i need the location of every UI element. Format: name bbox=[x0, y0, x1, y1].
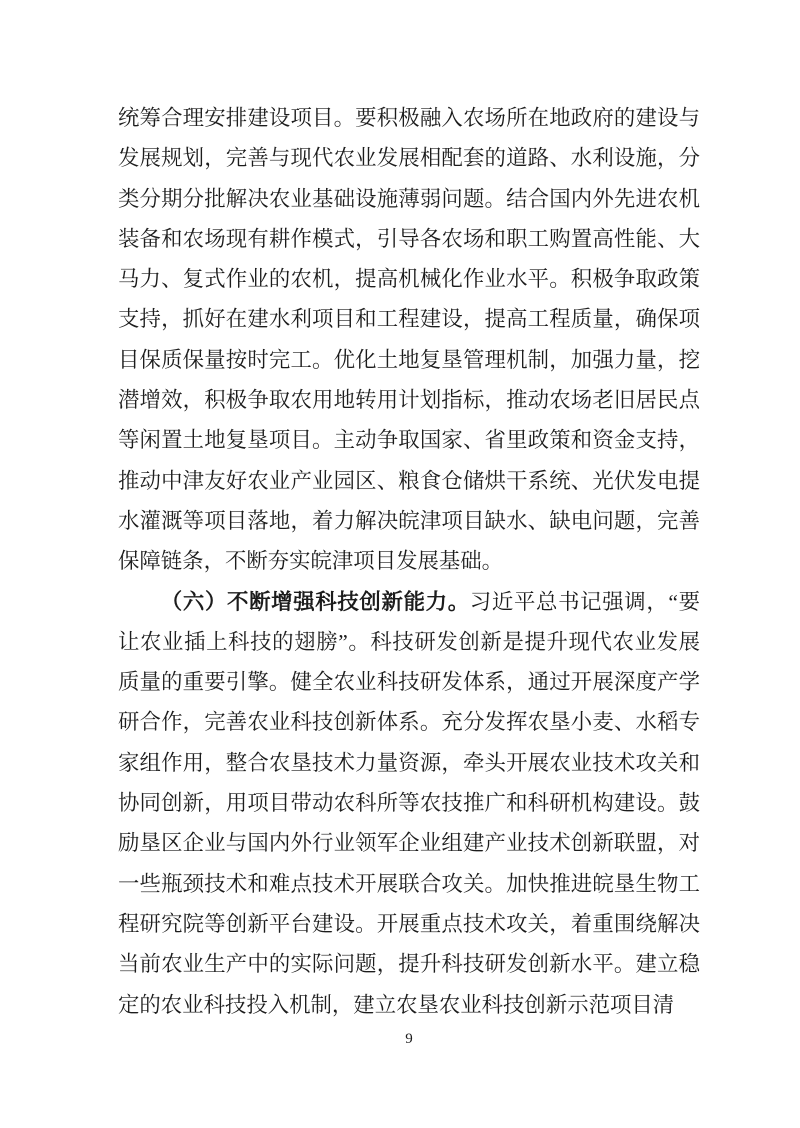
document-body bbox=[118, 98, 700, 1025]
section-6-body-text: 习近平总书记强调，“要让农业插上科技的翅膀”。科技研发创新是提升现代农业发展质量的重要引擎。健全农业科技研发体系，通过开展深度产学研合作，完善农业科技创新体系。充分发挥农垦小麦、水稻专家组作用，整合农垦技术力量资源，牵头开展农业技术攻关和协同创新，用项目带动农科所等农技推广和科研机构建设。鼓励垦区企业与国内外行业领军企业组建产业技术创新联盟，对一些瓶颈技术和难点技术开展联合攻关。加快推进皖垦生物工程研究院等创新平台建设。开展重点技术攻关，着重围绕解决当前农业生产中的实际问题，提升科技研发创新水平。建立稳定的农业科技投入机制，建立农垦农业科技创新示范项目清 bbox=[118, 589, 700, 1017]
page-number: 9 bbox=[405, 1031, 413, 1047]
paragraph-continuation: 统筹合理安排建设项目。要积极融入农场所在地政府的建设与发展规划，完善与现代农业发展相配套的道路、水利设施，分类分期分批解决农业基础设施薄弱问题。结合国内外先进农机装备和农场现有耕作模式，引导各农场和职工购置高性能、大马力、复式作业的农机，提高机械化作业水平。积极争取政策支持，抓好在建水利项目和工程建设，提高工程质量，确保项目保质保量按时完工。优化土地复垦管理机制，加强力量，挖潜增效，积极争取农用地转用计划指标，推动农场老旧居民点等闲置土地复垦项目。主动争取国家、省里政策和资金支持，推动中津友好农业产业园区、粮食仓储烘干系统、光伏发电提水灌溉等项目落地，着力解决皖津项目缺水、缺电问题，完善保障链条，不断夯实皖津项目发展基础。 bbox=[118, 106, 700, 574]
section-6-heading: （六）不断增强科技创新能力。 bbox=[160, 589, 470, 614]
paragraph-section-6 bbox=[118, 582, 700, 1025]
